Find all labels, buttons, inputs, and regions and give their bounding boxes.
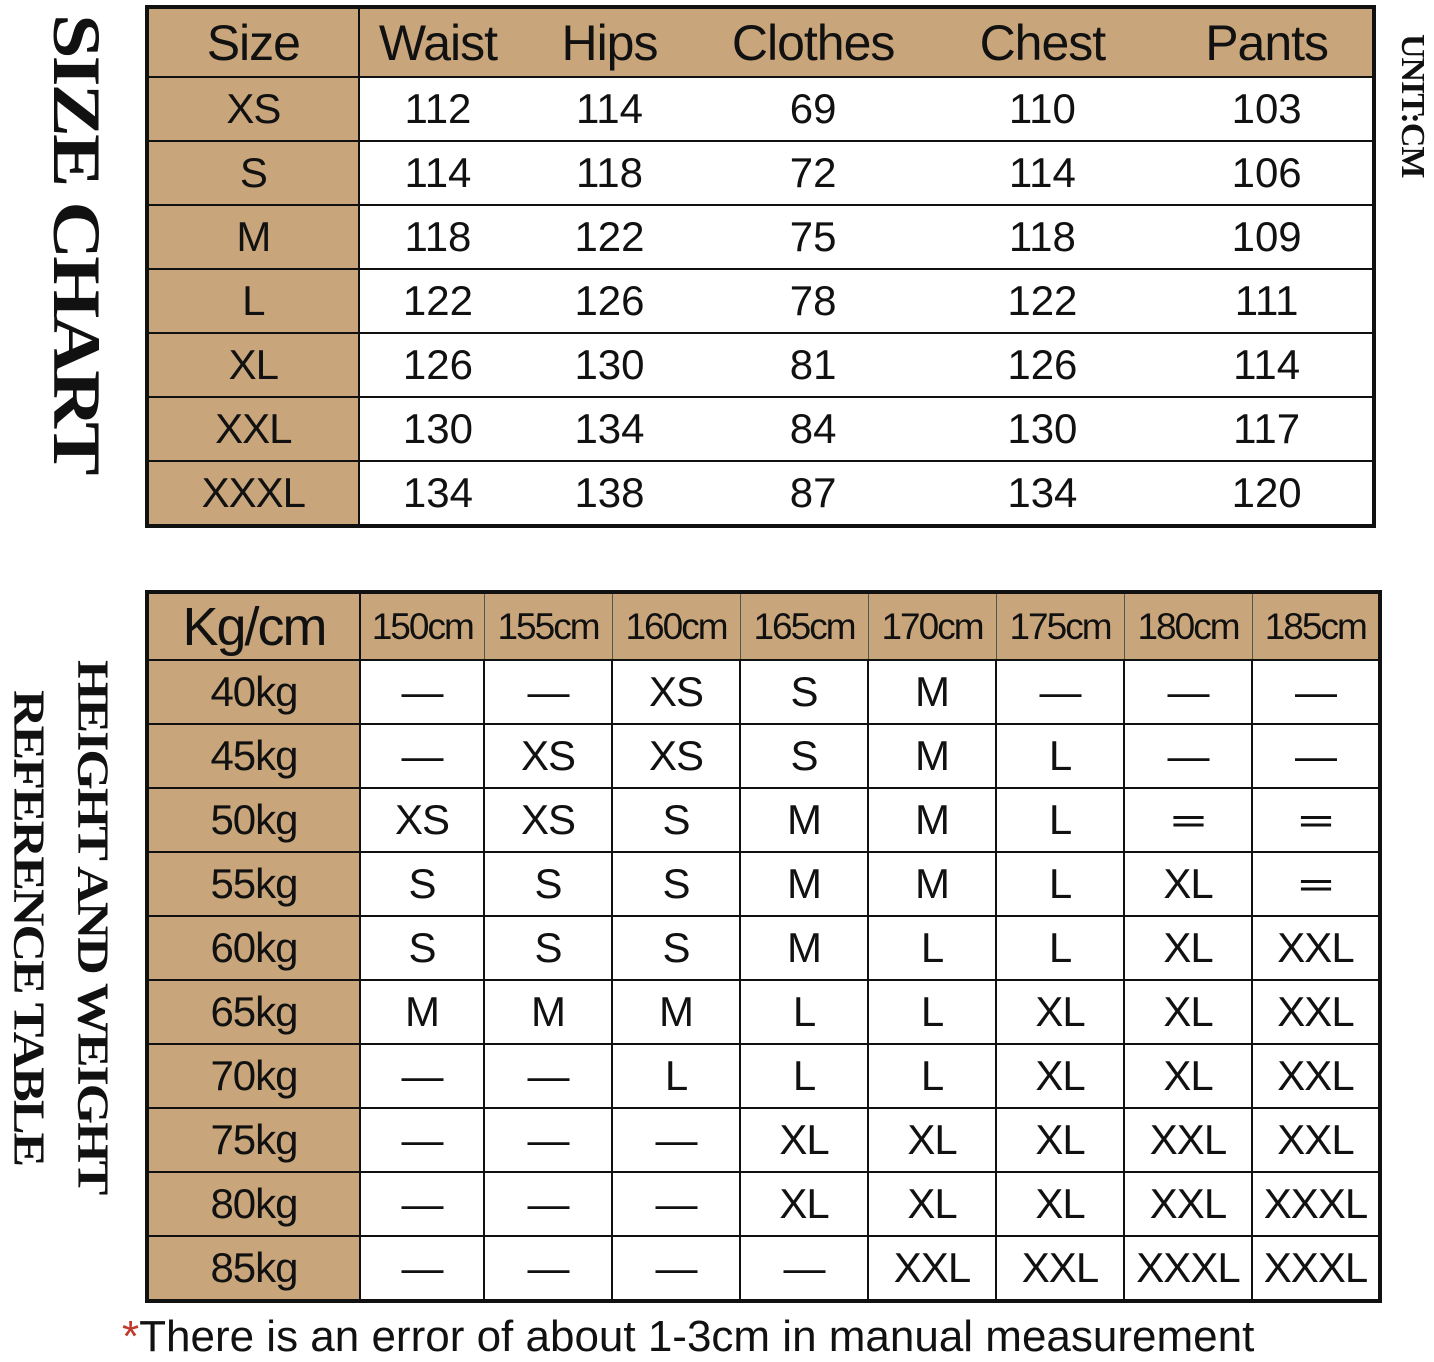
weight-label-cell: 65kg xyxy=(147,980,360,1044)
table-cell: 122 xyxy=(516,205,703,269)
table-cell: — xyxy=(1252,724,1380,788)
table-cell: XXXL xyxy=(1263,1244,1368,1291)
table-cell: XS xyxy=(360,788,484,852)
table-cell: — xyxy=(612,1108,740,1172)
table-cell: XXL xyxy=(1124,1172,1252,1236)
table-cell: S xyxy=(360,852,484,916)
weight-label-cell: 85kg xyxy=(147,1236,360,1301)
size-label-cell: XL xyxy=(147,333,359,397)
size-chart-title: SIZE CHART xyxy=(38,14,114,473)
table-cell: XXL xyxy=(1252,916,1380,980)
table-cell: 106 xyxy=(1161,141,1374,205)
table-row xyxy=(147,461,1374,526)
table-cell: 75 xyxy=(703,205,924,269)
table-cell: M xyxy=(868,852,996,916)
header-165cm: 165cm xyxy=(740,592,868,660)
footnote-asterisk: * xyxy=(122,1312,140,1361)
header-pants: Pants xyxy=(1161,7,1374,77)
table-cell: ═ xyxy=(1252,852,1380,916)
table-cell: — xyxy=(612,1172,740,1236)
table-cell: XXXL xyxy=(1124,1236,1252,1301)
weight-label-cell: 55kg xyxy=(147,852,360,916)
table-cell: 69 xyxy=(703,77,924,141)
table-cell: XL xyxy=(740,1172,868,1236)
table-cell: 138 xyxy=(574,469,645,516)
table-cell: M xyxy=(740,852,868,916)
weight-label-cell: 45kg xyxy=(147,724,360,788)
table-cell: — xyxy=(1124,724,1252,788)
header-waist: Waist xyxy=(359,7,517,77)
table-cell: 117 xyxy=(1161,397,1374,461)
table-cell: XL xyxy=(996,1108,1124,1172)
table-cell: XL xyxy=(996,1044,1124,1108)
table-cell: — xyxy=(484,1236,612,1301)
table-row xyxy=(147,660,1380,724)
table-cell: 120 xyxy=(1231,469,1302,516)
footnote-text: There is an error of about 1-3cm in manual measurement xyxy=(139,1312,1255,1361)
table-cell: S xyxy=(612,916,740,980)
table-row xyxy=(147,77,1374,141)
table-cell: L xyxy=(996,788,1124,852)
table-cell: 134 xyxy=(1007,469,1078,516)
header-155cm: 155cm xyxy=(484,592,612,660)
table-row xyxy=(147,269,1374,333)
table-cell: L xyxy=(868,980,996,1044)
size-label-cell: M xyxy=(147,205,359,269)
table-cell: 126 xyxy=(516,269,703,333)
table-cell: 114 xyxy=(359,141,517,205)
table-cell: S xyxy=(612,852,740,916)
table-cell: 134 xyxy=(516,397,703,461)
table-row xyxy=(147,852,1380,916)
table-cell: L xyxy=(868,916,996,980)
table-cell: 103 xyxy=(1161,77,1374,141)
table-cell: — xyxy=(996,660,1124,724)
table-cell: M xyxy=(740,788,868,852)
table-cell: 72 xyxy=(703,141,924,205)
table-cell: XXL xyxy=(1252,1044,1380,1108)
weight-label-cell: 40kg xyxy=(147,660,360,724)
weight-label-cell: 75kg xyxy=(147,1108,360,1172)
table-row xyxy=(147,1236,1380,1301)
reference-table-title-line2: REFERENCE TABLE xyxy=(4,690,53,1166)
table-cell: — xyxy=(484,1044,612,1108)
table-row xyxy=(147,788,1380,852)
header-hips: Hips xyxy=(516,7,703,77)
table-cell: 81 xyxy=(703,333,924,397)
table-cell: — xyxy=(1124,660,1252,724)
table-cell: S xyxy=(484,852,612,916)
header-size: Size xyxy=(147,7,359,77)
table-cell: — xyxy=(484,660,612,724)
size-label-cell: L xyxy=(147,269,359,333)
header-clothes: Clothes xyxy=(703,7,924,77)
table-cell: M xyxy=(740,916,868,980)
table-cell: 84 xyxy=(703,397,924,461)
table-cell: XL xyxy=(996,980,1124,1044)
size-chart-table xyxy=(145,5,1376,528)
header-chest: Chest xyxy=(924,7,1162,77)
table-cell: XL xyxy=(1124,916,1252,980)
table-cell: 112 xyxy=(359,77,517,141)
header-170cm: 170cm xyxy=(868,592,996,660)
table-cell: XL xyxy=(868,1172,996,1236)
table-row xyxy=(147,333,1374,397)
table-cell: — xyxy=(360,724,484,788)
table-cell: XL xyxy=(1124,980,1252,1044)
table-cell: M xyxy=(360,980,484,1044)
table-cell: — xyxy=(484,1172,612,1236)
table-cell: 122 xyxy=(359,269,517,333)
table-cell: 118 xyxy=(516,141,703,205)
table-cell: XS xyxy=(612,660,740,724)
table-cell: — xyxy=(360,1236,484,1301)
header-160cm: 160cm xyxy=(612,592,740,660)
table-cell: XL xyxy=(1124,1044,1252,1108)
header-kg-cm: Kg/cm xyxy=(147,592,360,660)
header-180cm: 180cm xyxy=(1124,592,1252,660)
weight-label-cell: 80kg xyxy=(147,1172,360,1236)
reference-header-row xyxy=(147,592,1380,660)
table-cell: L xyxy=(612,1044,740,1108)
table-cell: 130 xyxy=(924,397,1162,461)
table-cell: ═ xyxy=(1124,788,1252,852)
table-cell: XXL xyxy=(1124,1108,1252,1172)
table-cell: 87 xyxy=(789,469,837,516)
table-cell: XXL xyxy=(996,1236,1124,1301)
table-cell: L xyxy=(740,980,868,1044)
table-cell: — xyxy=(484,1108,612,1172)
table-cell: L xyxy=(996,852,1124,916)
table-cell: 78 xyxy=(703,269,924,333)
table-cell: — xyxy=(1252,660,1380,724)
table-cell: XS xyxy=(612,724,740,788)
table-cell: 130 xyxy=(516,333,703,397)
size-label-cell: XXXL xyxy=(147,461,359,526)
table-cell: 109 xyxy=(1161,205,1374,269)
table-cell: — xyxy=(360,1044,484,1108)
table-cell: S xyxy=(740,660,868,724)
size-chart-body xyxy=(147,77,1374,526)
table-cell: — xyxy=(360,1108,484,1172)
size-label-cell: XS xyxy=(147,77,359,141)
reference-table-title-line1: HEIGHT AND WEIGHT xyxy=(68,660,117,1194)
table-cell: 114 xyxy=(516,77,703,141)
table-cell: 111 xyxy=(1161,269,1374,333)
table-cell: 114 xyxy=(924,141,1162,205)
weight-label-cell: 60kg xyxy=(147,916,360,980)
table-row xyxy=(147,1044,1380,1108)
table-cell: 118 xyxy=(359,205,517,269)
table-cell: 114 xyxy=(1161,333,1374,397)
table-cell: XS xyxy=(484,788,612,852)
table-cell: L xyxy=(740,1044,868,1108)
table-cell: S xyxy=(360,916,484,980)
size-chart-header-row xyxy=(147,7,1374,77)
table-cell: S xyxy=(612,788,740,852)
table-row xyxy=(147,980,1380,1044)
measurement-footnote xyxy=(122,1312,1254,1362)
table-cell: XXL xyxy=(1252,1108,1380,1172)
weight-label-cell: 70kg xyxy=(147,1044,360,1108)
table-cell: XXXL xyxy=(1252,1172,1380,1236)
size-label-cell: S xyxy=(147,141,359,205)
table-cell: M xyxy=(868,788,996,852)
table-cell: XL xyxy=(740,1108,868,1172)
table-cell: M xyxy=(868,724,996,788)
table-cell: XL xyxy=(868,1108,996,1172)
table-cell: XXL xyxy=(1252,980,1380,1044)
table-row xyxy=(147,141,1374,205)
table-cell: L xyxy=(996,724,1124,788)
table-cell: XL xyxy=(1124,852,1252,916)
table-cell: — xyxy=(360,1172,484,1236)
table-cell: 134 xyxy=(402,469,473,516)
table-cell: 118 xyxy=(924,205,1162,269)
header-175cm: 175cm xyxy=(996,592,1124,660)
table-cell: S xyxy=(484,916,612,980)
table-cell: XXL xyxy=(868,1236,996,1301)
weight-label-cell: 50kg xyxy=(147,788,360,852)
table-cell: — xyxy=(360,660,484,724)
table-cell: L xyxy=(996,916,1124,980)
table-row xyxy=(147,724,1380,788)
table-row xyxy=(147,397,1374,461)
table-cell: M xyxy=(868,660,996,724)
table-cell: 126 xyxy=(924,333,1162,397)
table-cell: L xyxy=(868,1044,996,1108)
size-label-cell: XXL xyxy=(147,397,359,461)
table-cell: — xyxy=(612,1236,740,1301)
table-cell: XS xyxy=(484,724,612,788)
height-weight-reference-table xyxy=(145,590,1382,1303)
table-row xyxy=(147,1108,1380,1172)
table-row xyxy=(147,205,1374,269)
unit-label: UNIT:CM xyxy=(1394,34,1431,178)
header-185cm: 185cm xyxy=(1252,592,1380,660)
table-row xyxy=(147,916,1380,980)
reference-body xyxy=(147,660,1380,1301)
table-cell: M xyxy=(484,980,612,1044)
table-cell: XL xyxy=(996,1172,1124,1236)
table-cell: S xyxy=(740,724,868,788)
table-cell: 130 xyxy=(359,397,517,461)
table-cell: — xyxy=(740,1236,868,1301)
table-cell: ═ xyxy=(1252,788,1380,852)
table-row xyxy=(147,1172,1380,1236)
table-cell: M xyxy=(612,980,740,1044)
table-cell: 122 xyxy=(924,269,1162,333)
header-150cm: 150cm xyxy=(360,592,484,660)
table-cell: 110 xyxy=(924,77,1162,141)
table-cell: 126 xyxy=(359,333,517,397)
